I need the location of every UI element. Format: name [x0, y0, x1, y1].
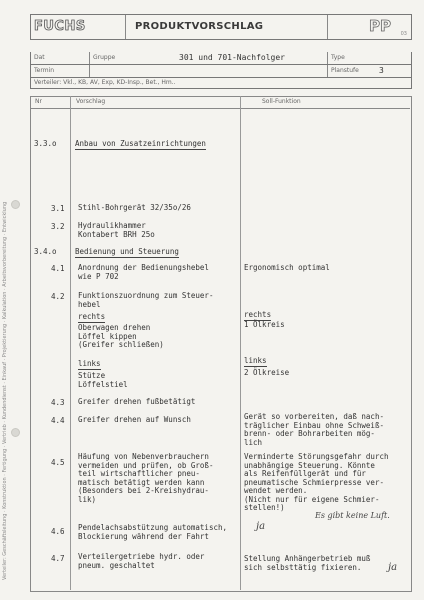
verteiler-text: Verteiler: Vkl., KB, AV, Exp, KD-Insp., Bet., Hm..: [34, 79, 176, 86]
item-number: 4.1: [51, 264, 65, 273]
item-text: Verteilergetriebe hydr. oder pneum. geschaltet: [78, 552, 205, 570]
rechts-soll-text: 1 Ölkreis: [244, 320, 285, 329]
item-text: Stihl-Bohrgerät 32/35o/26: [78, 203, 191, 212]
handwritten-ja: ja: [388, 562, 398, 573]
rechts-soll-label: rechts: [244, 310, 272, 319]
item-number: 3.2: [51, 222, 65, 231]
links-soll-text: 2 Ölkreise: [244, 368, 290, 377]
item-soll: Gerät so vorbereiten, daß nach- träglicher Einbau ohne Schweiß- brenn- oder Bohrarbeiten mög- lich: [244, 412, 384, 447]
form-title: PRODUKTVORSCHLAG: [135, 21, 264, 32]
gruppe-label: Gruppe: [93, 54, 116, 61]
item-text: Hydraulikhammer Kontabert BRH 25o: [78, 221, 155, 239]
form-badge: PP: [369, 17, 391, 35]
side-distribution-strip: Verteiler: Geschäftsleitung · Konstruktion · Fertigung · Vertrieb · Kundendienst · Einkauf · Projektierung · Kalkulation · Arbeitsvorbereitung · Entwicklung: [2, 201, 8, 580]
table-header: [30, 96, 410, 109]
links-text: Stütze Löffelstiel: [78, 371, 128, 389]
termin-label: Termin: [34, 67, 55, 74]
meta-row-dat: [30, 52, 412, 65]
item-text: Greifer drehen auf Wunsch: [78, 415, 191, 424]
item-text: Pendelachsabstützung automatisch, Blockierung während der Fahrt: [78, 523, 228, 541]
item-number: 3.1: [51, 204, 65, 213]
section-title: Anbau von Zusatzeinrichtungen: [75, 139, 206, 148]
form-header: [30, 14, 412, 40]
col-divider-soll: [240, 96, 241, 590]
links-label: links: [78, 359, 101, 368]
item-text: Häufung von Nebenverbrauchern vermeiden und prüfen, ob Groß- teil wirtschaftlicher pneu- matisch betätigt werden kann (Besonders bei 2-Kreishydrau- lik): [78, 452, 214, 504]
item-text: Anordnung der Bedienungshebel wie P 702: [78, 263, 209, 281]
item-number: 4.6: [51, 527, 65, 536]
item-number: 4.5: [51, 458, 65, 467]
meta-row-termin: [30, 65, 412, 78]
handwritten-ja: ja: [256, 521, 266, 532]
rechts-label: rechts: [78, 312, 106, 321]
item-text: Funktionszuordnung zum Steuer- hebel: [78, 291, 214, 309]
handwritten-note: Es gibt keine Luft.: [315, 511, 390, 520]
col-soll-header: Soll-Funktion: [262, 98, 301, 105]
item-soll: Verminderte Störungsgefahr durch unabhängige Steuerung. Könnte als Reifenfüllgerät und für pneumatische Schmierpresse ver- wendet werden. (Nicht nur für eigene Schmier- stellen!): [244, 452, 389, 512]
meta-row-verteiler: [30, 78, 412, 89]
section-number: 3.4.o: [34, 247, 57, 256]
item-number: 4.3: [51, 398, 65, 407]
section-title: Bedienung und Steuerung: [75, 247, 179, 256]
punch-hole-bottom: [11, 428, 20, 437]
item-text: Greifer drehen fußbetätigt: [78, 397, 196, 406]
section-number: 3.3.o: [34, 139, 57, 148]
item-number: 4.7: [51, 554, 65, 563]
punch-hole-top: [11, 200, 20, 209]
item-number: 4.4: [51, 416, 65, 425]
type-label: Type: [331, 54, 345, 61]
item-number: 4.2: [51, 292, 65, 301]
col-divider-nr: [70, 96, 71, 590]
planstufe-value: 3: [379, 66, 384, 75]
dat-label: Dat: [34, 54, 45, 61]
gruppe-value: 301 und 701-Nachfolger: [179, 53, 285, 62]
col-vorschlag-header: Vorschlag: [76, 98, 106, 105]
rechts-text: Oberwagen drehen Löffel kippen (Greifer schließen): [78, 323, 164, 349]
item-soll: Stellung Anhängerbetrieb muß sich selbsttätig fixieren.: [244, 554, 371, 572]
links-soll-label: links: [244, 356, 267, 365]
item-soll: Ergonomisch optimal: [244, 263, 330, 272]
brand-logo: FUCHS: [34, 19, 86, 34]
col-nr-header: Nr: [35, 98, 42, 105]
form-badge-number: 03: [400, 31, 407, 37]
planstufe-label: Planstufe: [331, 67, 359, 74]
